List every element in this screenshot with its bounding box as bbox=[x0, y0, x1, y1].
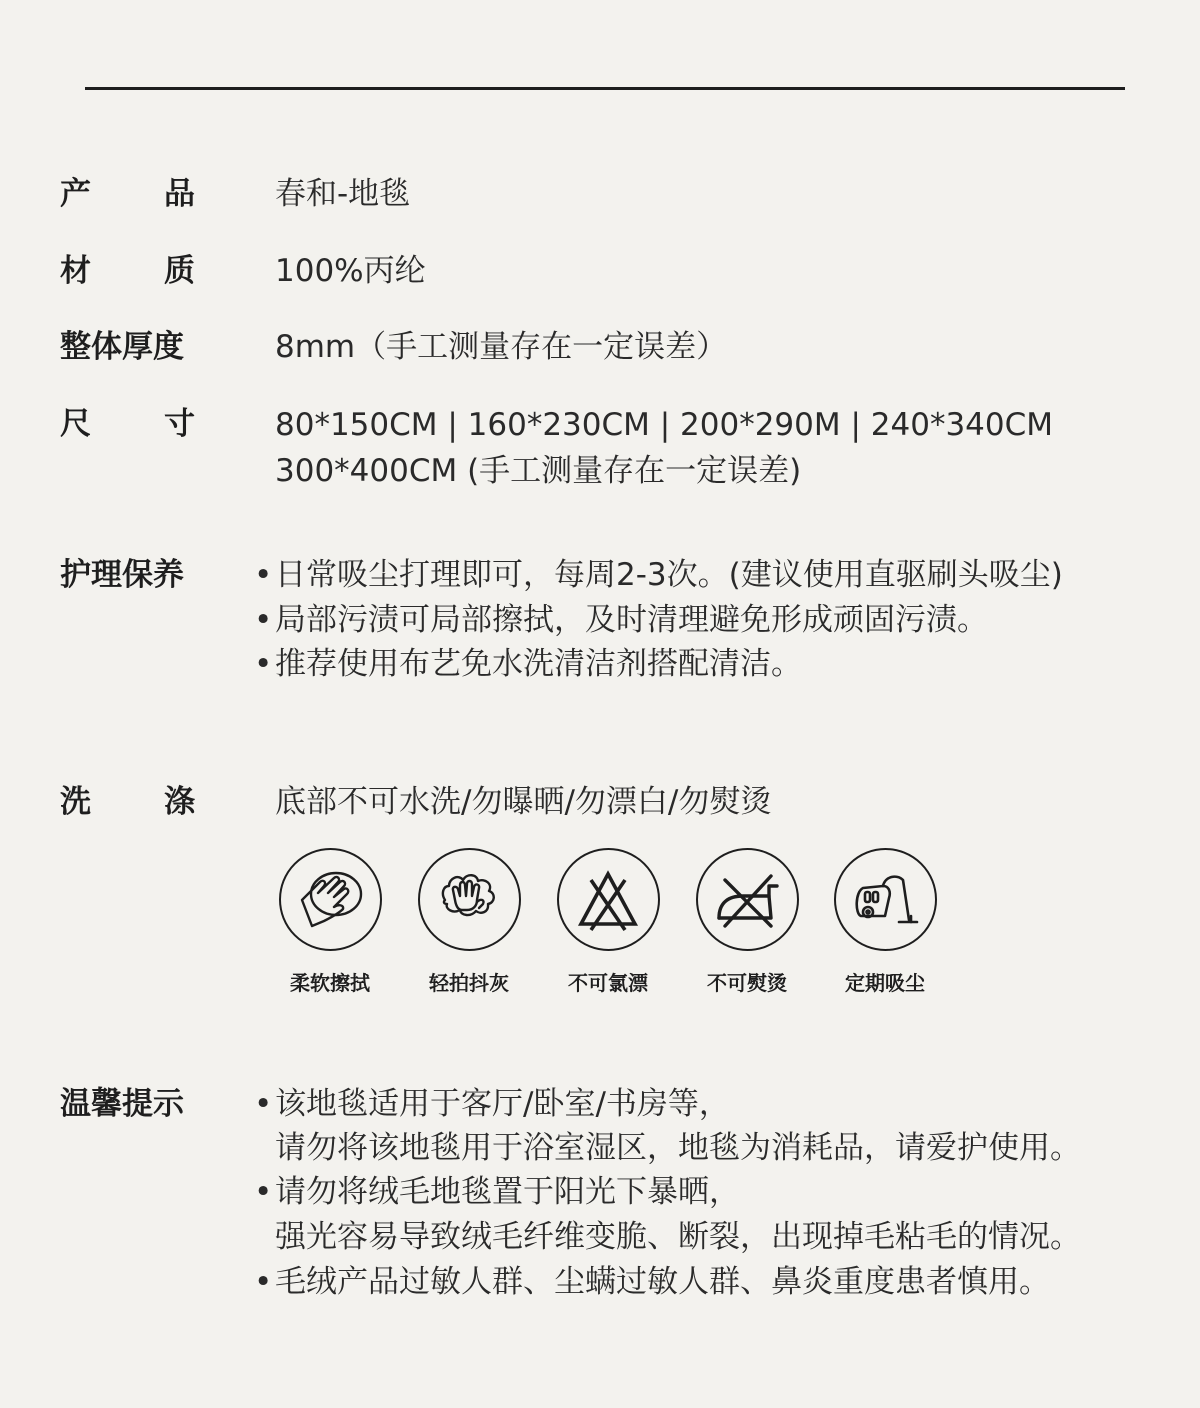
hand-pat-icon bbox=[418, 848, 521, 951]
care-icon-item bbox=[555, 848, 661, 996]
tips-label: 温馨提示 bbox=[60, 1086, 184, 1122]
care-icon-item bbox=[416, 848, 522, 996]
icon-label: 轻拍抖灰 bbox=[429, 971, 509, 995]
spec-label-product: 产 品 bbox=[60, 176, 195, 212]
wash-value: 底部不可水洗/勿曝晒/勿漂白/勿熨烫 bbox=[275, 784, 772, 820]
list-item: • 该地毯适用于客厅/卧室/书房等， 请勿将该地毯用于浴室湿区，地毯为消耗品，请爱护使用。 bbox=[254, 1086, 1081, 1166]
spec-label-material: 材 质 bbox=[60, 253, 195, 289]
spec-label-size: 尺 寸 bbox=[60, 406, 195, 442]
care-label: 护理保养 bbox=[60, 557, 184, 593]
list-item: • 毛绒产品过敏人群、尘螨过敏人群、鼻炎重度患者慎用。 bbox=[254, 1264, 1050, 1300]
care-icon-item bbox=[832, 848, 938, 996]
care-icon-item bbox=[277, 848, 383, 996]
list-item: • 日常吸尘打理即可，每周2-3次。(建议使用直驱刷头吸尘) bbox=[254, 557, 1063, 593]
icon-label: 柔软擦拭 bbox=[290, 971, 370, 995]
hand-wipe-icon bbox=[279, 848, 382, 951]
care-list bbox=[254, 553, 1063, 687]
spec-label-thickness: 整体厚度 bbox=[60, 329, 184, 365]
tips-list bbox=[254, 1082, 1081, 1305]
top-divider bbox=[85, 87, 1125, 90]
icon-label: 不可氯漂 bbox=[568, 971, 648, 995]
care-icon-item bbox=[694, 848, 800, 996]
spec-value-size: 80*150CM | 160*230CM | 200*290M | 240*340CM 300*400CM (手工测量存在一定误差) bbox=[275, 407, 1054, 489]
spec-value-thickness: 8mm（手工测量存在一定误差） bbox=[275, 329, 728, 365]
icon-label: 定期吸尘 bbox=[845, 971, 925, 995]
spec-value-material: 100%丙纶 bbox=[275, 253, 426, 289]
list-item: • 推荐使用布艺免水洗清洁剂搭配清洁。 bbox=[254, 646, 802, 682]
no-iron-icon bbox=[696, 848, 799, 951]
list-item: • 局部污渍可局部擦拭，及时清理避免形成顽固污渍。 bbox=[254, 601, 988, 638]
vacuum-icon bbox=[834, 848, 937, 951]
no-bleach-icon bbox=[557, 848, 660, 951]
list-item: • 请勿将绒毛地毯置于阳光下暴晒， 强光容易导致绒毛纤维变脆、断裂，出现掉毛粘毛的情况。 bbox=[254, 1174, 1081, 1255]
wash-label: 洗 涤 bbox=[60, 784, 195, 820]
spec-value-product: 春和-地毯 bbox=[275, 176, 411, 212]
icon-label: 不可熨烫 bbox=[707, 971, 787, 995]
